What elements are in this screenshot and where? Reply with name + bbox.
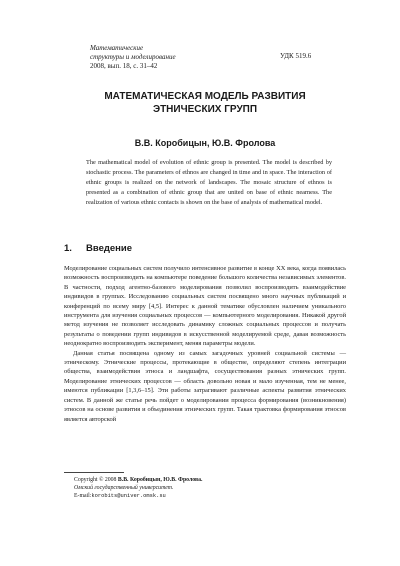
section-heading (64, 243, 344, 254)
email-label: E-mail: (74, 493, 92, 499)
journal-issue: 2008, вып. 18, с. 31–42 (90, 62, 158, 70)
paper-authors: В.В. Коробицын, Ю.В. Фролова (134, 138, 276, 148)
copyright-authors: В.В. Коробицын, Ю.В. Фролова. (117, 477, 203, 483)
footnote-email-line (74, 492, 334, 500)
body-text (64, 264, 346, 424)
section-number: 1. (64, 243, 72, 254)
email-address: korobits@univer.omsk.su (91, 493, 166, 499)
section-title: Введение (86, 243, 133, 254)
body-paragraph-1: Моделирование социальных систем получило интенсивное развитие в конце XX века, когда появилась возможность воспроизводить на компьютере поведение большого количества независимых элементов. В частности, подход агентно-базового моделирования позволил воспроизводить взаимодействие индивидов в группах. Исследованию социальных систем посвящено много научных публикаций и конференций по всему миру [4,5]. Интерес к данной тематике обусловлен наличием уникального инструмента для изучения социальных процессов — компьютерного моделирования. Никакой другой метод изучения не позволяет исследовать динамику сложных социальных процессов и получать результаты о поведении групп индивидов в искусственной моделируемой среде, давая возможность неоднократно воспроизводить эксперимент, меняя параметры модели. (64, 265, 346, 348)
journal-name-line2: структуры и моделирование (90, 53, 176, 61)
body-paragraph-2: Данная статья посвящена одному из самых загадочных уровней социальной системы — этническому. Этнические процессы, протекающие в обществе, определяют степень интеграции общества, взаимодействия этноса и ландшафта, сосуществования разных этнических групп. Моделирование этнических процессов — область довольно новая и мало изученная, тем не менее, имеются публикации [1,3,6–15]. Эти работы затрагивают различные аспекты развития этнических систем. В данной же статье речь пойдет о моделировании процесса формирования (возникновения) этносов на основе развития и объединения этнических групп. Такая трактовка формирования этносов является авторской (64, 349, 346, 423)
footnote-rule (64, 472, 124, 473)
footnote-organization: Омский государственный университет. (74, 485, 174, 491)
abstract: The mathematical model of evolution of ethnic group is presented. The model is described by stochastic process. The parameters of ethnos are changed in time and in space. The interaction of ethnic groups is realized on the network of landscapes. The mosaic structure of ethnos is presented as a combination of ethnic group that are united on base of ethnic nearness. The realization of various ethnic contacts is shown on the base of analysis of mathematical model. (86, 159, 332, 206)
copyright-text: Copyright © 2008 (74, 477, 117, 483)
journal-name-line1: Математические (90, 44, 144, 52)
udk-code: УДК 519.6 (280, 52, 312, 60)
paper-title (60, 90, 350, 116)
paper-title-line1: МАТЕМАТИЧЕСКАЯ МОДЕЛЬ РАЗВИТИЯ (104, 91, 306, 102)
footnote (74, 476, 334, 500)
footnote-copyright-line (74, 476, 334, 484)
paper-title-line2: ЭТНИЧЕСКИХ ГРУПП (152, 104, 258, 115)
